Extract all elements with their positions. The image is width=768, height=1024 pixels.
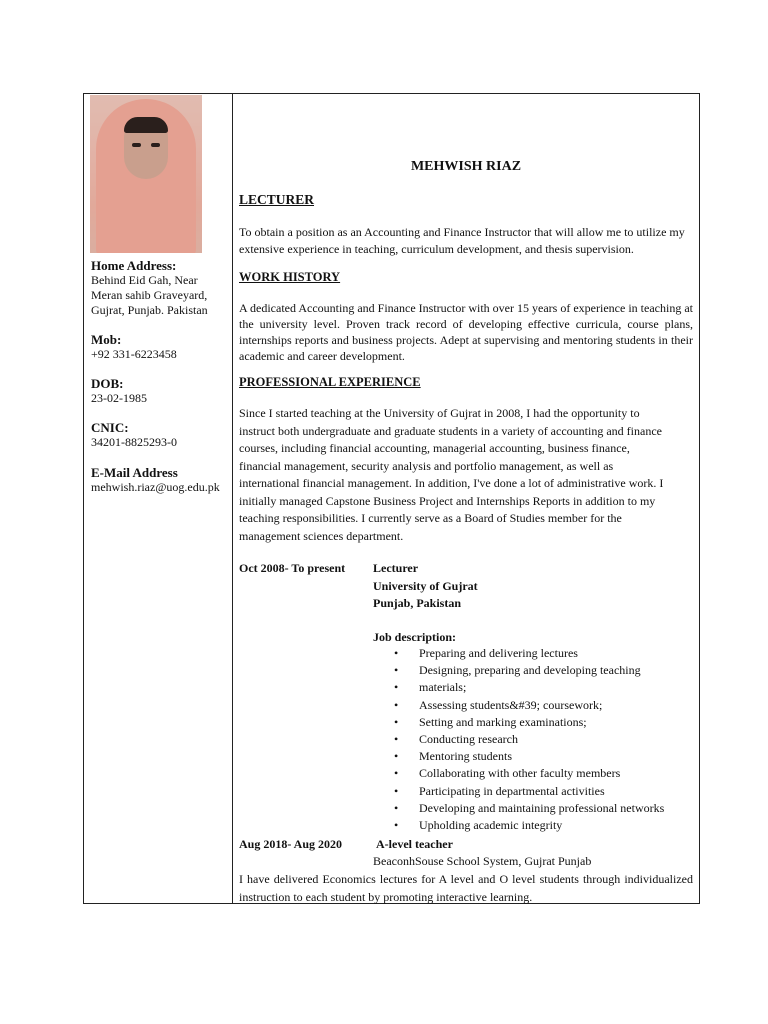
- objective-text: To obtain a position as an Accounting and Finance Instructor that will allow me to utilize my extensive experience in teaching, curriculum development, and thesis supervision.: [239, 225, 685, 256]
- job1-details: [373, 560, 673, 613]
- list-item: • Setting and marking examinations;: [390, 714, 690, 731]
- contact-address: [91, 258, 231, 318]
- address-line: Gujrat, Punjab. Pakistan: [91, 303, 208, 317]
- job1-dates: Oct 2008- To present: [239, 561, 346, 575]
- text-line: management sciences department.: [239, 528, 404, 543]
- address-label: Home Address:: [91, 258, 177, 273]
- job1-duties-list: [390, 645, 690, 834]
- list-item: • materials;: [390, 679, 690, 696]
- contact-email: [91, 465, 231, 495]
- job2-text: I have delivered Economics lectures for A level and O level students through individualized instruction to each student by promoting interactive learning.: [239, 872, 693, 904]
- dob-label: DOB:: [91, 376, 124, 391]
- job1-role: Lecturer: [373, 561, 419, 575]
- work-history-heading: WORK HISTORY: [239, 270, 341, 284]
- professional-experience-heading: PROFESSIONAL EXPERIENCE: [239, 375, 421, 389]
- job1-place: Punjab, Pakistan: [373, 596, 462, 610]
- column-divider: [232, 93, 233, 904]
- candidate-name: MEHWISH RIAZ: [410, 159, 522, 174]
- address-line: Behind Eid Gah, Near: [91, 273, 198, 287]
- address-line: Meran sahib Graveyard,: [91, 288, 208, 302]
- text-line: teaching responsibilities. I currently serve as a Board of Studies member for the: [239, 511, 622, 525]
- list-item: • Assessing students&#39; coursework;: [390, 697, 690, 714]
- job2-role: A-level teacher: [376, 837, 453, 851]
- text-line: courses, including financial accounting, managerial accounting, business finance,: [239, 441, 630, 455]
- cnic-value: 34201-8825293-0: [91, 435, 177, 449]
- cnic-label: CNIC:: [91, 420, 129, 435]
- profile-photo: [90, 95, 202, 253]
- list-item: • Designing, preparing and developing teaching: [390, 662, 690, 679]
- list-item: • Developing and maintaining professional networks: [390, 800, 690, 817]
- contact-cnic: [91, 420, 231, 450]
- list-item: • Participating in departmental activities: [390, 783, 690, 800]
- mob-value: +92 331-6223458: [91, 347, 177, 361]
- text-line: international financial management. In addition, I've done a lot of administrative work. I: [239, 476, 664, 490]
- job1-org: University of Gujrat: [373, 578, 478, 593]
- mob-label: Mob:: [91, 332, 122, 347]
- job2-org: BeaconhSouse School System, Gujrat Punjab: [373, 854, 592, 868]
- professional-experience-text: [239, 405, 693, 545]
- text-line: initially managed Capstone Business Project and Internships Reports in addition to my: [239, 493, 656, 508]
- contact-mobile: [91, 332, 231, 362]
- email-value: mehwish.riaz@uog.edu.pk: [91, 480, 220, 494]
- job-title-heading: LECTURER: [239, 192, 315, 207]
- job1-desc-label: Job description:: [373, 630, 457, 644]
- list-item: • Mentoring students: [390, 748, 690, 765]
- text-line: Since I started teaching at the University of Gujrat in 2008, I had the opportunity to: [239, 406, 640, 420]
- work-history-text: A dedicated Accounting and Finance Instructor with over 15 years of experience in teaching at the university level. Proven track record of developing effective curricula, course plans, internships reports and business projects. Adept at supervising and mentoring students in their academic and career development.: [239, 301, 693, 363]
- dob-value: 23-02-1985: [91, 391, 147, 405]
- text-line: financial management, security analysis and portfolio management, as well as: [239, 458, 614, 473]
- list-item: • Upholding academic integrity: [390, 817, 690, 834]
- email-label: E-Mail Address: [91, 465, 178, 480]
- job2-dates: Aug 2018- Aug 2020: [239, 837, 343, 851]
- text-line: instruct both undergraduate and graduate students in a variety of accounting and finance: [239, 423, 662, 438]
- contact-dob: [91, 376, 231, 406]
- list-item: • Collaborating with other faculty members: [390, 765, 690, 782]
- list-item: • Conducting research: [390, 731, 690, 748]
- list-item: • Preparing and delivering lectures: [390, 645, 690, 662]
